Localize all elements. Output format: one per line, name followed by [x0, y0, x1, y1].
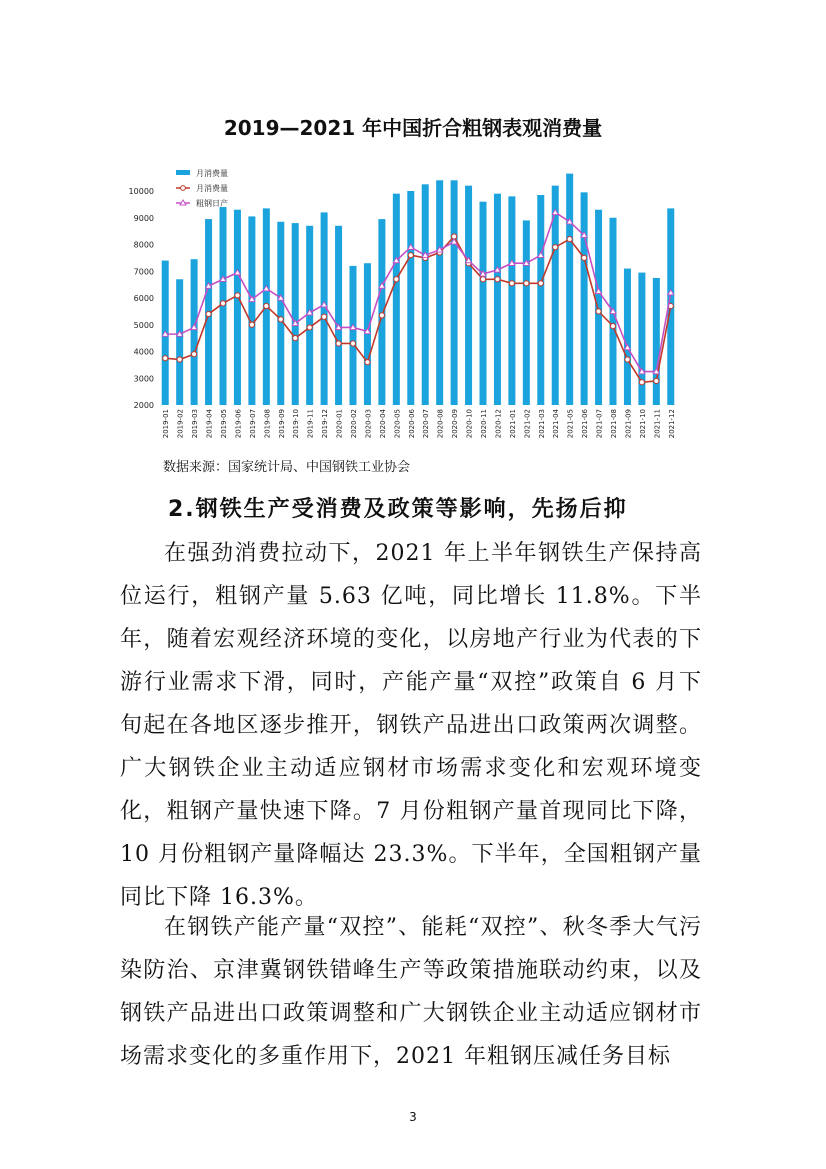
y-tick-label: 2000: [133, 401, 154, 410]
y-tick-label: 4000: [133, 347, 154, 357]
consumption-point: [293, 336, 298, 341]
consumption-point: [264, 303, 269, 308]
consumption-point: [307, 325, 312, 330]
bar: [422, 184, 429, 405]
bar: [566, 174, 573, 405]
page-number: 3: [409, 1110, 417, 1124]
consumption-point: [596, 309, 601, 314]
x-tick-label: 2021-09: [624, 409, 633, 439]
x-tick-label: 2019-03: [191, 409, 200, 439]
bar: [523, 220, 530, 405]
x-tick-label: 2020-02: [350, 409, 358, 439]
y-tick-label: 5000: [133, 320, 154, 330]
consumption-point: [322, 314, 327, 319]
consumption-point: [582, 255, 587, 260]
consumption-point: [278, 317, 283, 322]
x-tick-label: 2021-10: [638, 409, 647, 439]
x-tick-label: 2020-08: [436, 409, 445, 439]
bar: [465, 186, 472, 405]
consumption-point: [163, 356, 168, 361]
consumption-point: [408, 253, 413, 258]
x-tick-label: 2020-12: [494, 409, 503, 439]
daily-output-line: [165, 212, 671, 371]
x-tick-label: 2020-11: [480, 409, 488, 439]
bar: [191, 259, 198, 405]
x-tick-label: 2021-11: [653, 409, 662, 439]
consumption-point: [509, 281, 514, 286]
bar: [595, 210, 602, 405]
x-tick-label: 2019-10: [292, 409, 301, 439]
x-tick-label: 2019-06: [234, 409, 243, 439]
legend-label: 粗钢日产: [196, 199, 228, 208]
bar: [451, 180, 458, 405]
consumption-point: [480, 277, 485, 282]
x-tick-label: 2021-07: [595, 409, 604, 439]
x-tick-label: 2021-01: [508, 409, 517, 439]
x-tick-label: 2019-07: [248, 409, 257, 439]
bar: [653, 278, 660, 405]
paragraph-2: 在钢铁产能产量“双控”、能耗“双控”、秋冬季大气污染防治、京津冀钢铁错峰生产等政策措施联动约束，以及钢铁产品进出口政策调整和广大钢铁企业主动适应钢材市场需求变化的多重作用下，2021 年粗钢压减任务目标: [120, 915, 702, 1069]
bar: [364, 263, 371, 405]
consumption-point: [553, 245, 558, 250]
x-tick-label: 2019-04: [205, 409, 214, 439]
x-tick-label: 2020-04: [378, 409, 387, 439]
consumption-point: [610, 323, 615, 328]
consumption-point: [654, 378, 659, 383]
bar: [624, 269, 631, 405]
x-tick-label: 2019-01: [162, 409, 171, 439]
bar: [335, 226, 342, 405]
x-tick-label: 2019-08: [263, 409, 272, 439]
legend-circle-marker: [181, 186, 186, 191]
x-tick-label: 2020-09: [451, 409, 460, 439]
bar: [407, 191, 414, 405]
bar: [537, 195, 544, 405]
bar: [176, 279, 183, 405]
bar: [292, 223, 299, 405]
consumption-point: [192, 352, 197, 357]
y-tick-label: 8000: [133, 240, 154, 250]
x-tick-label: 2020-01: [335, 409, 344, 439]
consumption-point: [249, 322, 254, 327]
x-tick-label: 2021-03: [537, 409, 546, 439]
bar: [494, 194, 501, 405]
x-tick-label: 2021-02: [523, 409, 532, 439]
consumption-point: [495, 277, 500, 282]
x-tick-label: 2020-05: [393, 409, 402, 439]
y-tick-label: 3000: [133, 374, 154, 384]
paragraph-1: 在强劲消费拉动下，2021 年上半年钢铁生产保持高位运行，粗钢产量 5.63 亿吨，同比增长 11.8%。下半年，随着宏观经济环境的变化，以房地产行业为代表的下游行业需求下滑，同时，产能产量“双控”政策自 6 月下旬起在各地区逐步推开，钢铁产品进出口政策两次调整。广大钢铁企业主动适应钢材市场需求变化和宏观环境变化，粗钢产量快速下降。7 月份粗钢产量首现同比下降，10 月份粗钢产量降幅达 23.3%。下半年，全国粗钢产量同比下降 16.3%。: [120, 541, 702, 910]
legend-bar-swatch: [176, 170, 190, 175]
consumption-point: [365, 360, 370, 365]
bar: [508, 196, 515, 405]
consumption-point: [235, 293, 240, 298]
y-tick-label: 6000: [133, 294, 154, 303]
bar: [581, 192, 588, 405]
x-tick-label: 2019-02: [176, 409, 185, 439]
chart-title: 2019—2021 年中国折合粗钢表观消费量: [223, 116, 603, 140]
consumption-point: [524, 281, 529, 286]
bar: [350, 266, 357, 405]
x-tick-label: 2020-06: [407, 409, 416, 439]
x-tick-label: 2021-12: [667, 409, 676, 439]
consumption-line: [165, 236, 671, 382]
consumption-point: [379, 313, 384, 318]
x-tick-label: 2021-08: [610, 409, 618, 439]
x-tick-label: 2019-12: [321, 409, 330, 439]
x-tick-label: 2021-04: [552, 409, 561, 439]
bar: [436, 180, 443, 405]
legend-label: 月消费量: [196, 184, 228, 193]
bar: [248, 216, 255, 405]
consumption-point: [220, 301, 225, 306]
y-tick-label: 9000: [133, 213, 154, 223]
x-tick-label: 2020-07: [422, 409, 431, 439]
consumption-point: [206, 311, 211, 316]
x-tick-label: 2019-09: [277, 409, 286, 439]
bar: [378, 219, 385, 405]
consumption-point: [639, 380, 644, 385]
data-source: 数据来源：国家统计局、中国钢铁工业协会: [163, 460, 411, 475]
bar: [277, 222, 284, 405]
x-tick-label: 2021-06: [581, 409, 590, 439]
consumption-point: [538, 281, 543, 286]
bar: [480, 202, 487, 405]
section-heading: 2.钢铁生产受消费及政策等影响，先扬后抑: [168, 497, 628, 522]
x-tick-label: 2019-05: [220, 409, 228, 439]
y-tick-label: 7000: [133, 267, 154, 277]
y-tick-label: 10000: [128, 187, 154, 196]
consumption-point: [625, 357, 630, 362]
x-tick-label: 2019-11: [306, 409, 315, 439]
legend-label: 月消费量: [196, 169, 228, 178]
consumption-chart: [118, 160, 690, 450]
x-tick-label: 2020-03: [364, 409, 373, 439]
x-tick-label: 2020-10: [465, 409, 474, 439]
consumption-point: [336, 341, 341, 346]
consumption-point: [350, 341, 355, 346]
consumption-point: [567, 237, 572, 242]
consumption-point: [177, 357, 182, 362]
bar: [393, 194, 400, 405]
consumption-point: [394, 277, 399, 282]
bar: [234, 210, 241, 405]
x-tick-label: 2021-05: [566, 409, 575, 439]
